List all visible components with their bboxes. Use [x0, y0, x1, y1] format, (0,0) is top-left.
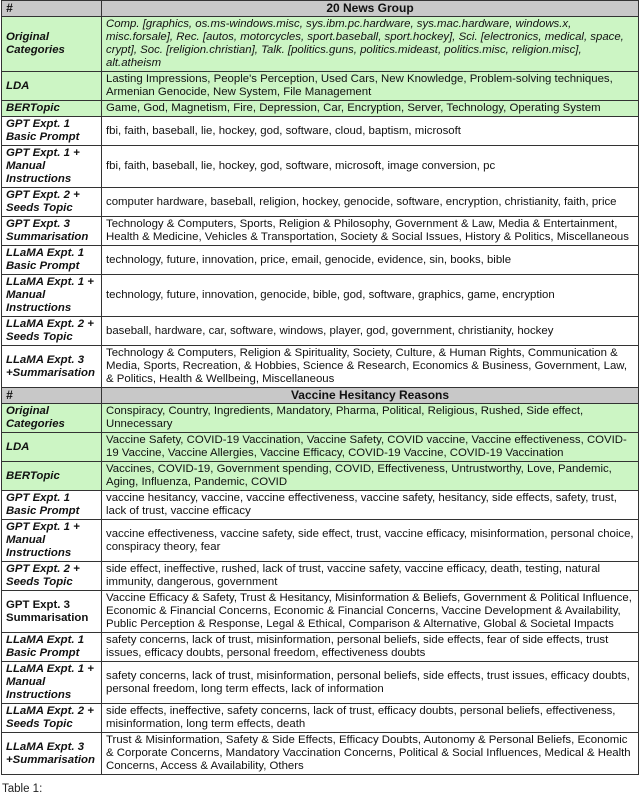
topics-cell: Comp. [graphics, os.ms-windows.misc, sys.ibm.pc.hardware, sys.mac.hardware, windows.x, misc.forsale], Rec. [autos, motorcycles, sport.baseball, sport.hockey], Sci. [electronics, medical, space, crypt], Soc. [religion.christian], Talk. [politics.guns, politics.mideast, politics.misc, religion.misc], alt.atheism	[102, 17, 639, 72]
table-row	[2, 462, 639, 491]
topics-cell: technology, future, innovation, price, email, genocide, evidence, sin, books, bible	[102, 246, 639, 275]
method-label: LDA	[2, 72, 102, 101]
table-row	[2, 275, 639, 317]
method-label: GPT Expt. 1 + Manual Instructions	[2, 520, 102, 562]
table-row	[2, 188, 639, 217]
table-row	[2, 520, 639, 562]
topics-cell: vaccine hesitancy, vaccine, vaccine effectiveness, vaccine safety, hesitancy, side effects, safety, trust, lack of trust, vaccine efficacy	[102, 491, 639, 520]
topics-cell: Technology & Computers, Sports, Religion & Philosophy, Government & Law, Media & Entertainment, Health & Medicine, Vehicles & Transportation, Society & Social Issues, History & Politics, Miscellaneous	[102, 217, 639, 246]
topics-cell: baseball, hardware, car, software, windows, player, god, government, christianity, hockey	[102, 317, 639, 346]
topics-cell: vaccine effectiveness, vaccine safety, side effect, trust, vaccine efficacy, misinformation, personal choice, conspiracy theory, fear	[102, 520, 639, 562]
topics-cell: safety concerns, lack of trust, misinformation, personal beliefs, side effects, trust issues, efficacy doubts, personal freedom, long term effects, lack of information	[102, 662, 639, 704]
table-row	[2, 72, 639, 101]
section-title: Vaccine Hesitancy Reasons	[102, 388, 639, 404]
method-label: GPT Expt. 1 Basic Prompt	[2, 117, 102, 146]
method-label: LLaMA Expt. 3 +Summarisation	[2, 346, 102, 388]
table-row	[2, 433, 639, 462]
results-table	[1, 0, 639, 775]
method-label: LLaMA Expt. 1 + Manual Instructions	[2, 275, 102, 317]
table-row	[2, 633, 639, 662]
table-row	[2, 662, 639, 704]
table-row	[2, 704, 639, 733]
table-row	[2, 591, 639, 633]
hash-header: #	[2, 1, 102, 17]
topics-cell: technology, future, innovation, genocide, bible, god, software, graphics, game, encryption	[102, 275, 639, 317]
section-header	[2, 388, 639, 404]
hash-header: #	[2, 388, 102, 404]
table-row	[2, 17, 639, 72]
topics-cell: fbi, faith, baseball, lie, hockey, god, software, cloud, baptism, microsoft	[102, 117, 639, 146]
method-label: GPT Expt. 3 Summarisation	[2, 591, 102, 633]
method-label: Original Categories	[2, 17, 102, 72]
table-row	[2, 217, 639, 246]
table-row	[2, 562, 639, 591]
method-label: BERTopic	[2, 462, 102, 491]
method-label: LLaMA Expt. 1 Basic Prompt	[2, 633, 102, 662]
method-label: LLaMA Expt. 1 + Manual Instructions	[2, 662, 102, 704]
method-label: LLaMA Expt. 1 Basic Prompt	[2, 246, 102, 275]
table-row	[2, 146, 639, 188]
method-label: LLaMA Expt. 2 + Seeds Topic	[2, 317, 102, 346]
topics-cell: Lasting Impressions, People's Perception, Used Cars, New Knowledge, Problem-solving techniques, Armenian Genocide, New System, File Management	[102, 72, 639, 101]
method-label: LDA	[2, 433, 102, 462]
topics-cell: safety concerns, lack of trust, misinformation, personal beliefs, side effects, fear of side effects, trust issues, efficacy doubts, personal freedom, effectiveness doubts	[102, 633, 639, 662]
topics-cell: Game, God, Magnetism, Fire, Depression, Car, Encryption, Server, Technology, Operating System	[102, 101, 639, 117]
topics-cell: fbi, faith, baseball, lie, hockey, god, software, microsoft, image conversion, pc	[102, 146, 639, 188]
method-label: LLaMA Expt. 2 + Seeds Topic	[2, 704, 102, 733]
method-label: GPT Expt. 2 + Seeds Topic	[2, 562, 102, 591]
topics-cell: Vaccine Safety, COVID-19 Vaccination, Vaccine Safety, COVID vaccine, Vaccine effectiveness, COVID-19 Vaccine, Vaccine Allergies, Vaccine Efficacy, COVID-19 Vaccine, COVID-19 Vaccination	[102, 433, 639, 462]
table-row	[2, 404, 639, 433]
topics-cell: Technology & Computers, Religion & Spirituality, Society, Culture, & Human Rights, Communication & Media, Sports, Recreation, & Hobbies, Science & Research, Economics & Business, Government, Law, & Politics, Health & Wellbeing, Miscellaneous	[102, 346, 639, 388]
topics-cell: Conspiracy, Country, Ingredients, Mandatory, Pharma, Political, Religious, Rushed, Side effect, Unnecessary	[102, 404, 639, 433]
table-row	[2, 346, 639, 388]
table-row	[2, 246, 639, 275]
topics-cell: side effect, ineffective, rushed, lack of trust, vaccine safety, vaccine efficacy, death, testing, natural immunity, dangerous, government	[102, 562, 639, 591]
table-caption: Table 1:	[2, 783, 43, 795]
table-row	[2, 491, 639, 520]
topics-cell: side effects, ineffective, safety concerns, lack of trust, efficacy doubts, personal beliefs, effectiveness, misinformation, long term effects, death	[102, 704, 639, 733]
section-title: 20 News Group	[102, 1, 639, 17]
method-label: Original Categories	[2, 404, 102, 433]
method-label: GPT Expt. 1 Basic Prompt	[2, 491, 102, 520]
method-label: LLaMA Expt. 3 +Summarisation	[2, 733, 102, 775]
method-label: GPT Expt. 3 Summarisation	[2, 217, 102, 246]
topics-cell: Vaccines, COVID-19, Government spending, COVID, Effectiveness, Untrustworthy, Love, Pandemic, Aging, Influenza, Pandemic, COVID	[102, 462, 639, 491]
method-label: GPT Expt. 1 + Manual Instructions	[2, 146, 102, 188]
table-row	[2, 101, 639, 117]
topics-cell: computer hardware, baseball, religion, hockey, genocide, software, encryption, christianity, faith, price	[102, 188, 639, 217]
table-row	[2, 317, 639, 346]
method-label: GPT Expt. 2 + Seeds Topic	[2, 188, 102, 217]
method-label: BERTopic	[2, 101, 102, 117]
topics-cell: Vaccine Efficacy & Safety, Trust & Hesitancy, Misinformation & Beliefs, Government & Political Influence, Economic & Financial Concerns, Economic & Financial Concerns, Vaccine Development & Availability, Public Perception & Response, Legal & Ethical, Comparison & Alternative, Global & Societal Impacts	[102, 591, 639, 633]
topics-cell: Trust & Misinformation, Safety & Side Effects, Efficacy Doubts, Autonomy & Personal Beliefs, Economic & Corporate Concerns, Mandatory Vaccination Concerns, Political & Social Influences, Medical & Health Concerns, Access & Availability, Others	[102, 733, 639, 775]
table-row	[2, 733, 639, 775]
table-row	[2, 117, 639, 146]
section-header	[2, 1, 639, 17]
